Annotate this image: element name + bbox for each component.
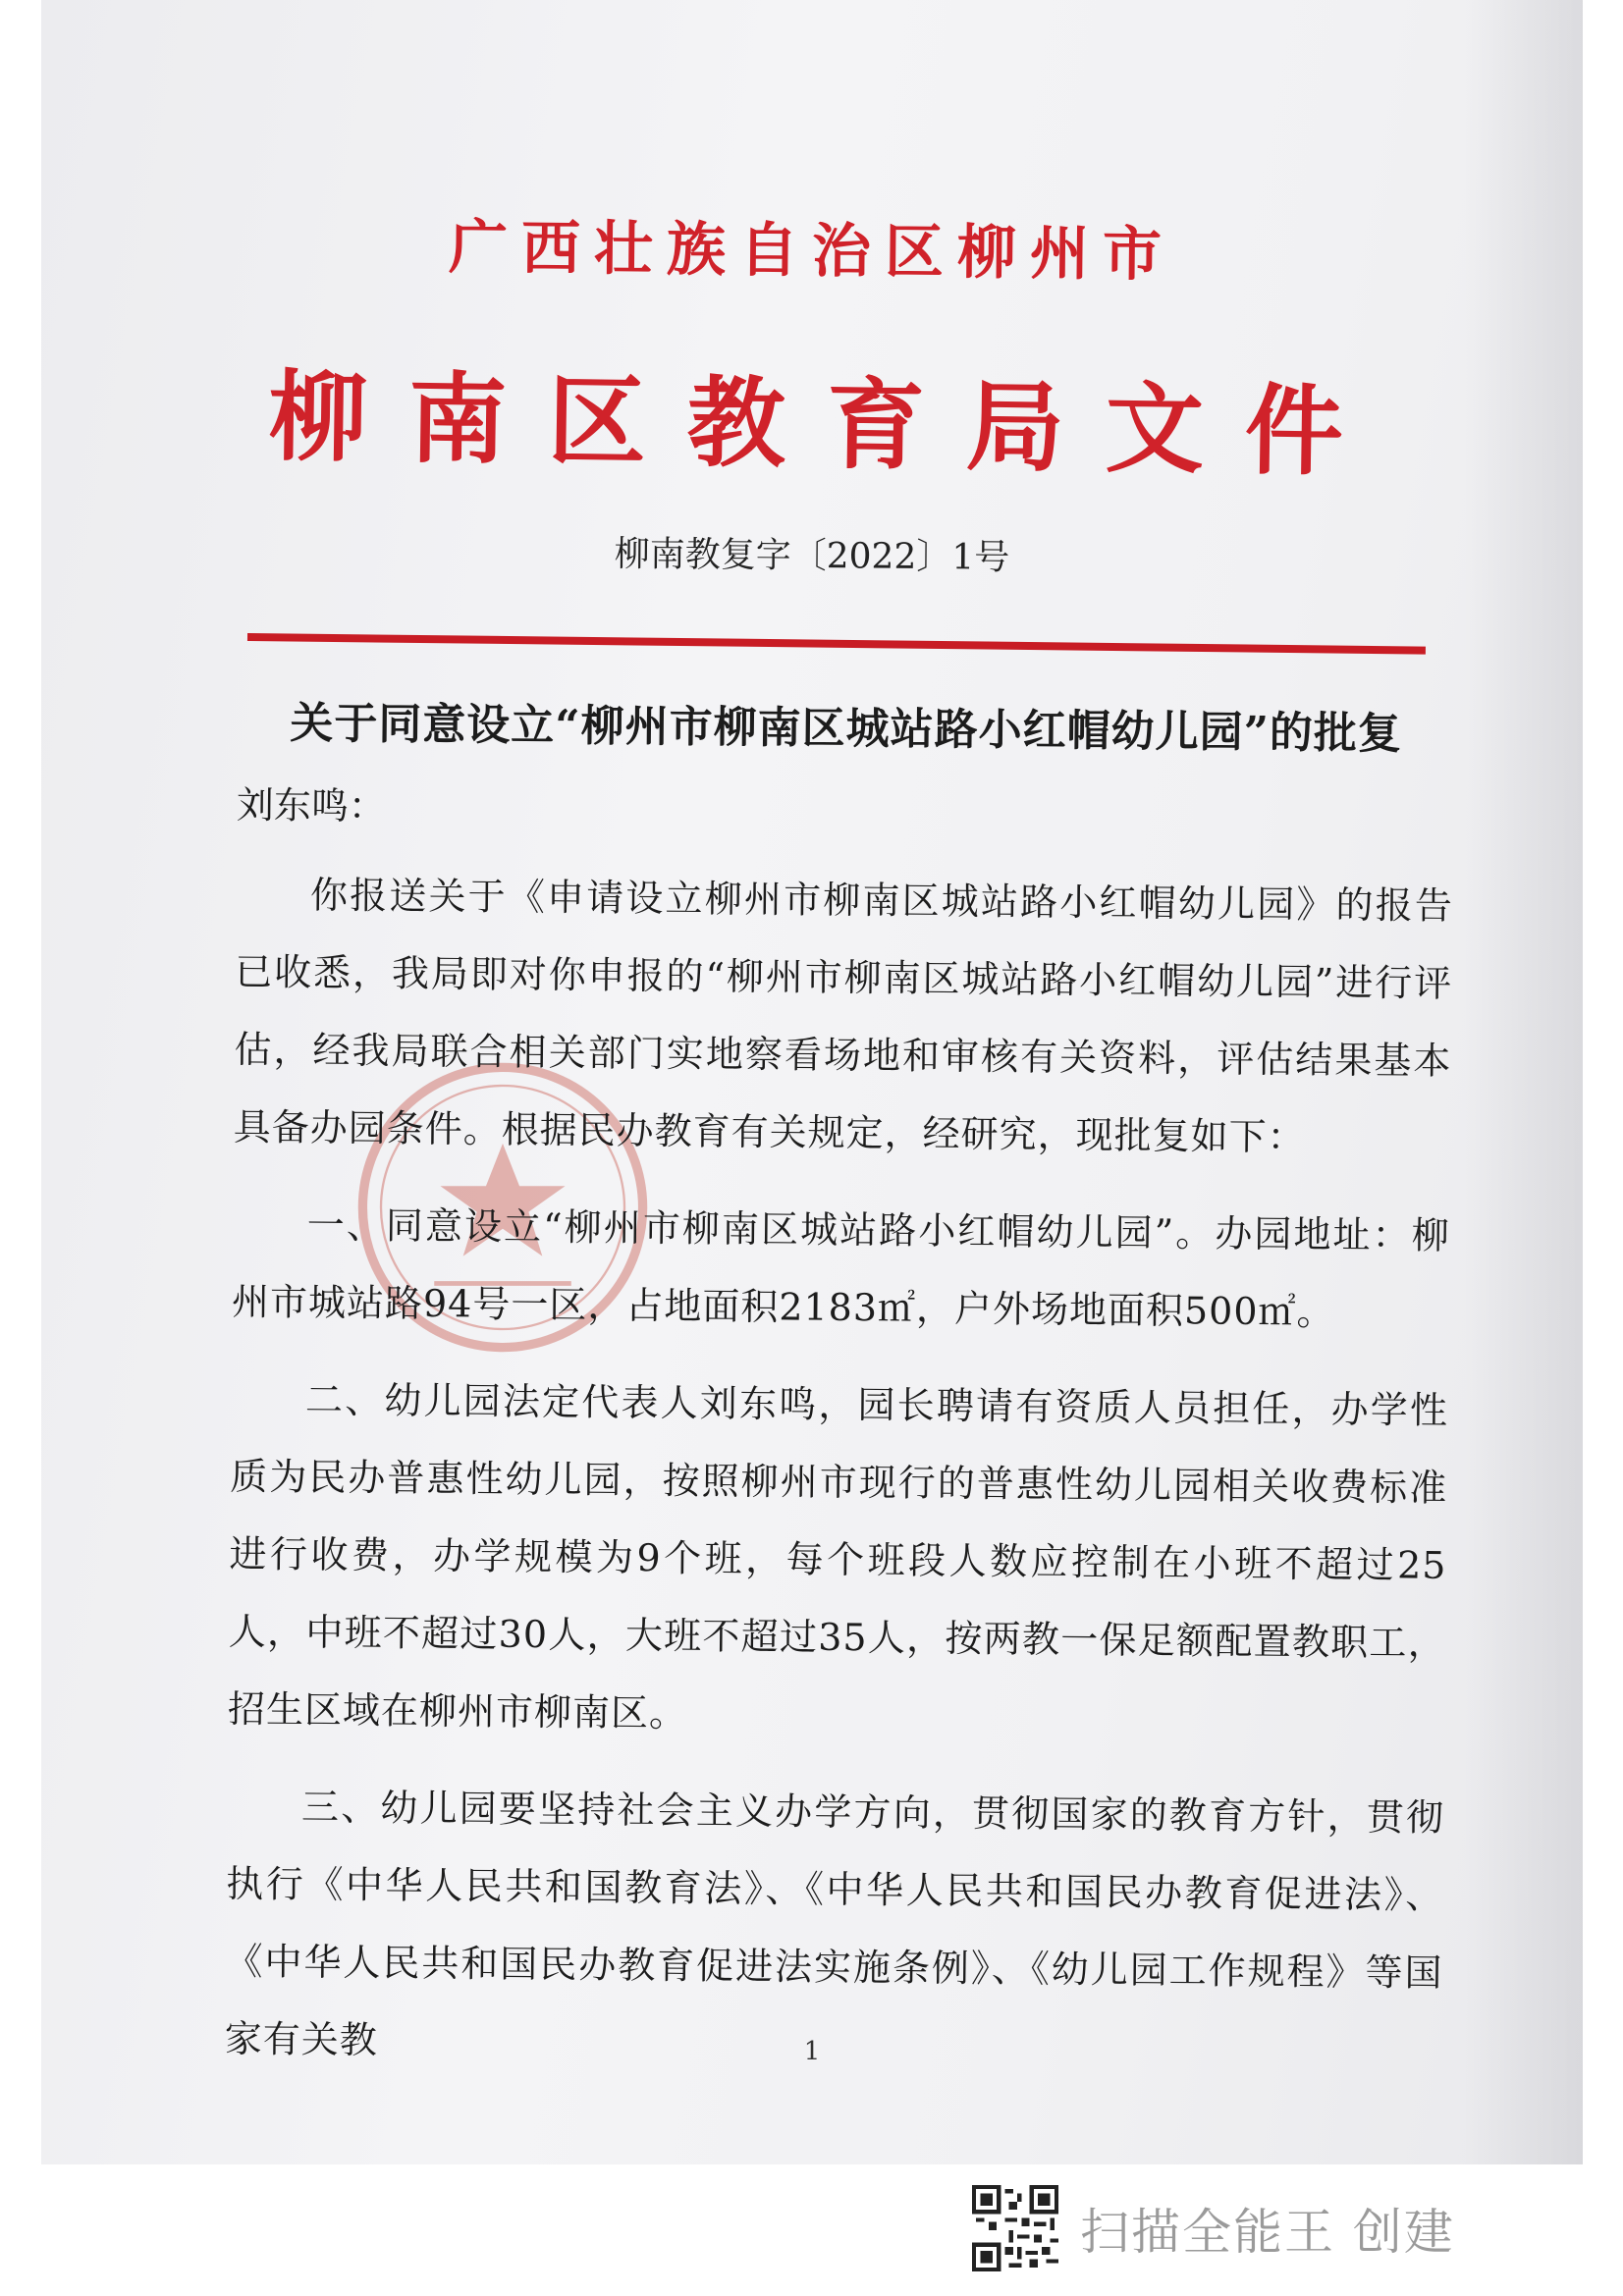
paragraph-item-1: 一、同意设立“柳州市柳南区城站路小红帽幼儿园”。办园地址：柳州市城站路94号一区，占地面积2183㎡，户外场地面积500㎡。 xyxy=(231,1202,1450,1334)
qr-code-icon xyxy=(972,2185,1058,2271)
issuer-region: 广西壮族自治区柳州市 xyxy=(448,213,1176,290)
page-shadow xyxy=(1465,0,1583,2164)
salutation: 刘东鸣： xyxy=(236,782,387,828)
paragraph-intro: 你报送关于《申请设立柳州市柳南区城站路小红帽幼儿园》的报告已收悉，我局即对你申报的“柳州市柳南区城站路小红帽幼儿园”进行评估，经我局联合相关部门实地察看场地和审核有关资料，评估结果基本具备办园条件。根据民办教育有关规定，经研究，现批复如下： xyxy=(233,873,1454,1159)
document-title: 关于同意设立“柳州市柳南区城站路小红帽幼儿园”的批复 xyxy=(290,698,1403,760)
watermark-text: 扫描全能王 创建 xyxy=(1080,2204,1455,2261)
paragraph-item-3: 三、幼儿园要坚持社会主义办学方向，贯彻国家的教育方针，贯彻执行《中华人民共和国教育法》、《中华人民共和国民办教育促进法》、《中华人民共和国民办教育促进法实施条例》、《幼儿园工作规程》等国家有关教 xyxy=(224,1785,1445,2062)
document-body xyxy=(224,687,1455,2109)
page-number: 1 xyxy=(803,2037,821,2066)
paragraph-item-2: 二、幼儿园法定代表人刘东鸣，园长聘请有资质人员担任，办学性质为民办普惠性幼儿园，按照柳州市现行的普惠性幼儿园相关收费标准进行收费，办学规模为9个班，每个班段人数应控制在小班不超过25人，中班不超过30人，大班不超过35人，按两教一保足额配置教职工，招生区域在柳州市柳南区。 xyxy=(227,1377,1449,1735)
issuer-title: 柳南区教育局文件 xyxy=(268,358,1385,491)
red-divider xyxy=(247,633,1426,655)
document-page xyxy=(41,0,1583,2164)
document-number: 柳南教复字〔2022〕1号 xyxy=(614,534,1010,578)
scanner-watermark xyxy=(972,2179,1455,2277)
